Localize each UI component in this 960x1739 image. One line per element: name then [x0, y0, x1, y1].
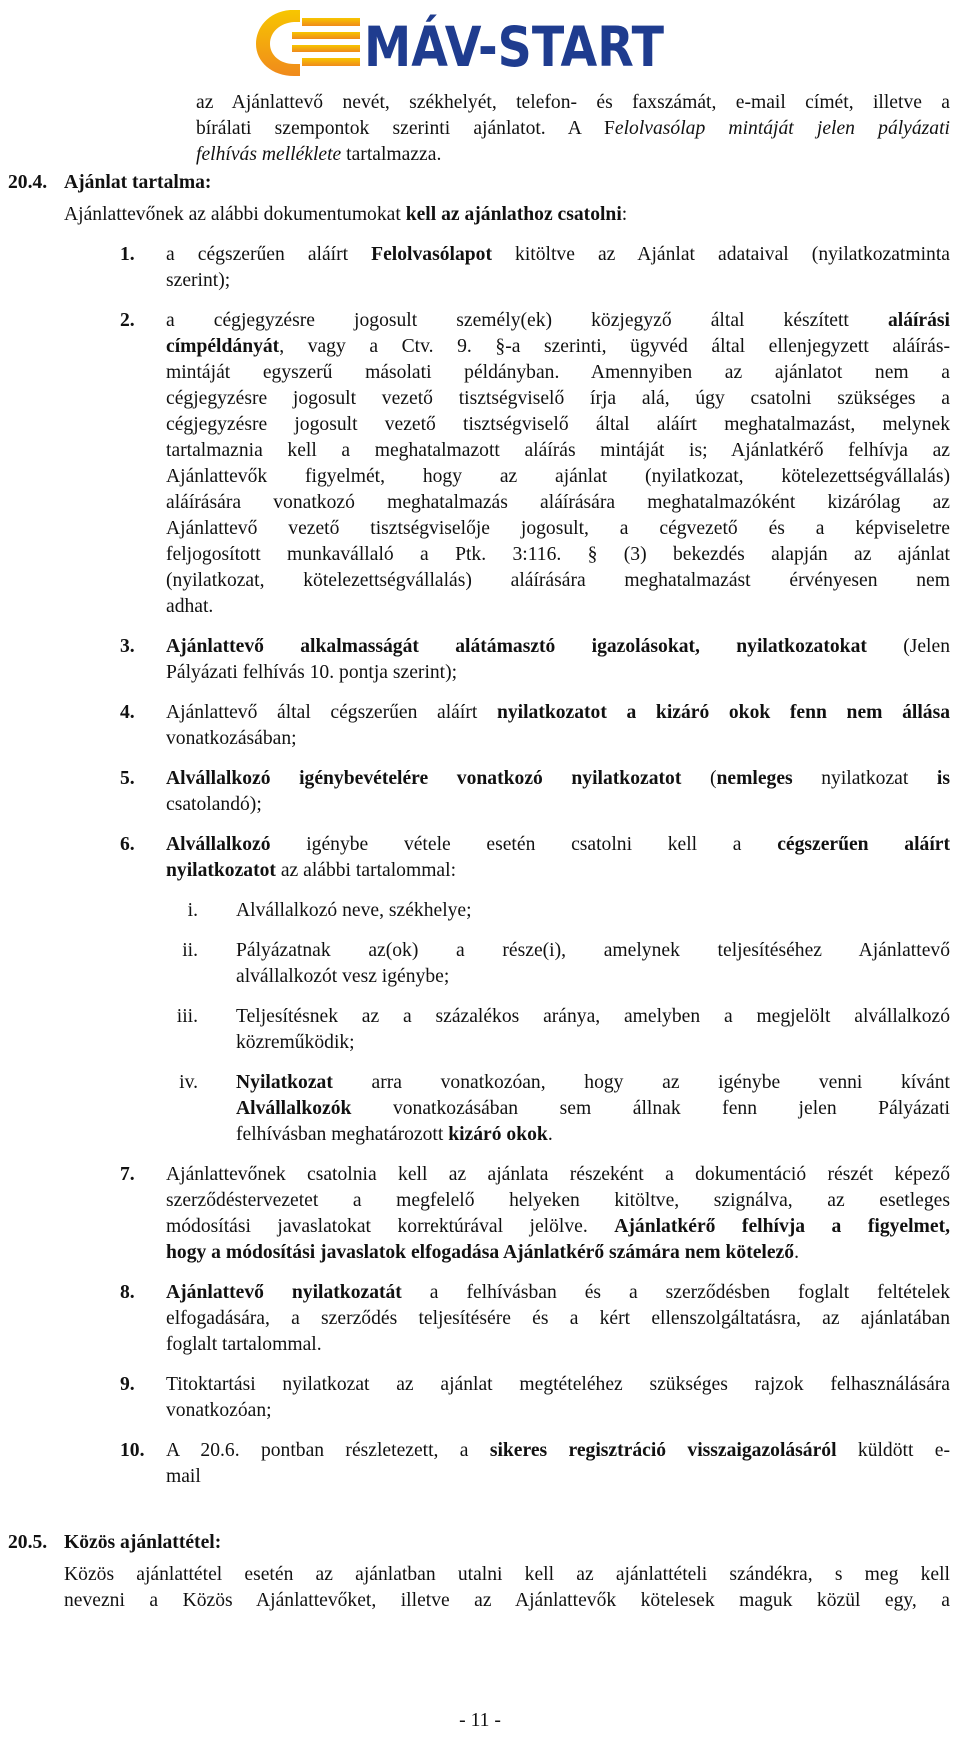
list-item: csatolandó); — [166, 794, 262, 815]
item-number: 7. — [120, 1164, 135, 1185]
sub-list-item: közreműködik; — [236, 1032, 355, 1053]
list-item: Ajánlattevő által cégszerűen aláírt nyilatkozatot a kizáró okok fenn nem állása — [166, 702, 951, 723]
section-paragraph: Közös ajánlattétel esetén az ajánlatban utalni kell az ajánlattételi szándékra, s meg kell — [64, 1564, 950, 1585]
sub-list-item: Nyilatkozat arra vonatkozóan, hogy az igénybe venni kívánt — [236, 1072, 950, 1093]
list-item: adhat. — [166, 596, 214, 617]
list-item: Ajánlattevő alkalmasságát alátámasztó igazolásokat, nyilatkozatokat (Jelen — [166, 636, 950, 657]
item-number: 4. — [120, 702, 135, 723]
list-item: Titoktartási nyilatkozat az ajánlat megtételéhez szükséges rajzok felhasználására — [166, 1374, 950, 1395]
sub-list-item: felhívásban meghatározott kizáró okok. — [236, 1124, 553, 1145]
list-item: a cégjegyzésre jogosult személy(ek) közjegyző által készített aláírási — [166, 310, 950, 331]
list-item: foglalt tartalommal. — [166, 1334, 322, 1355]
list-item: szerint); — [166, 270, 231, 291]
list-item: a cégszerűen aláírt Felolvasólapot kitöltve az Ajánlat adataival (nyilatkozatminta — [166, 244, 950, 265]
list-item: tartalmaznia kell a meghatalmazott aláírás mintáját is; Ajánlatkérő felhívja az — [166, 440, 950, 461]
list-item: nyilatkozatot az alábbi tartalommal: — [166, 860, 457, 881]
list-item: vonatkozásában; — [166, 728, 297, 749]
list-item: Pályázati felhívás 10. pontja szerint); — [166, 662, 458, 683]
subitem-number: iv. — [179, 1072, 198, 1093]
intro-line: felhívás melléklete tartalmazza. — [196, 144, 442, 165]
list-item: Ajánlattevők figyelmét, hogy az ajánlat (nyilatkozat, kötelezettségvállalás) — [166, 466, 950, 487]
mav-start-logo — [252, 4, 672, 80]
sub-list-item: Alvállalkozó neve, székhelye; — [236, 900, 472, 921]
list-item: (nyilatkozat, kötelezettségvállalás) aláírására meghatalmazást érvényesen nem — [166, 570, 950, 591]
list-item: cégjegyzésre jogosult vezető tisztségviselő írja alá, úgy csatolni szükséges a — [166, 388, 950, 409]
sub-list-item: Teljesítésnek az a százalékos aránya, amelyben a megjelölt alvállalkozó — [236, 1006, 950, 1027]
section-number: 20.4. — [8, 172, 48, 193]
subitem-number: i. — [187, 900, 198, 921]
intro-line: az Ajánlattevő nevét, székhelyét, telefon- és faxszámát, e-mail címét, illetve a — [196, 92, 950, 113]
list-item: módosítási javaslatokat korrektúrával jelölve. Ajánlatkérő felhívja a figyelmet, — [166, 1216, 950, 1237]
section-title: Közös ajánlattétel: — [64, 1532, 222, 1553]
item-number: 10. — [120, 1440, 145, 1461]
list-item: Ajánlattevő nyilatkozatát a felhívásban és a szerződésben foglalt feltételek — [166, 1282, 950, 1303]
svg-text:MÁV-START: MÁV-START — [364, 15, 665, 79]
sub-list-item: Alvállalkozók vonatkozásában sem állnak fenn jelen Pályázati — [236, 1098, 950, 1119]
section-title: Ajánlat tartalma: — [64, 172, 212, 193]
list-item: feljogosított munkavállaló a Ptk. 3:116. § (3) bekezdés alapján az ajánlat — [166, 544, 950, 565]
list-item: vonatkozóan; — [166, 1400, 272, 1421]
list-item: Alvállalkozó igénybevételére vonatkozó nyilatkozatot (nemleges nyilatkozat is — [166, 768, 950, 789]
list-item: szerződéstervezetet a megfelelő helyeken kitöltve, szignálva, az esetleges — [166, 1190, 950, 1211]
item-number: 2. — [120, 310, 135, 331]
section-paragraph: nevezni a Közös Ajánlattevőket, illetve az Ajánlattevők kötelesek maguk közül egy, a — [64, 1590, 950, 1611]
section-number: 20.5. — [8, 1532, 48, 1553]
section-lead: Ajánlattevőnek az alábbi dokumentumokat kell az ajánlathoz csatolni: — [64, 204, 628, 225]
sub-list-item: Pályázatnak az(ok) a része(i), amelynek teljesítéséhez Ajánlattevő — [236, 940, 950, 961]
list-item: Ajánlattevő vezető tisztségviselője jogosult, a cégvezető és a képviseletre — [166, 518, 950, 539]
intro-line: bírálati szempontok szerinti ajánlatot. A Felolvasólap mintáját jelen pályázati — [196, 118, 950, 139]
list-item: címpéldányát, vagy a Ctv. 9. §-a szerinti, ügyvéd által ellenjegyzett aláírás- — [166, 336, 950, 357]
list-item: cégjegyzésre jogosult vezető tisztségviselő által aláírt meghatalmazást, melynek — [166, 414, 950, 435]
item-number: 9. — [120, 1374, 135, 1395]
list-item: aláírására vonatkozó meghatalmazás aláírására meghatalmazóként kizárólag az — [166, 492, 950, 513]
list-item: mintáját egyszerű másolati példányban. Amennyiben az ajánlatot nem a — [166, 362, 950, 383]
page-number: - 11 - — [459, 1710, 501, 1731]
sub-list-item: alvállalkozót vesz igénybe; — [236, 966, 450, 987]
item-number: 5. — [120, 768, 135, 789]
list-item: Alvállalkozó igénybe vétele esetén csatolni kell a cégszerűen aláírt — [166, 834, 950, 855]
list-item: Ajánlattevőnek csatolnia kell az ajánlata részeként a dokumentáció részét képező — [166, 1164, 950, 1185]
item-number: 6. — [120, 834, 135, 855]
item-number: 3. — [120, 636, 135, 657]
subitem-number: ii. — [182, 940, 198, 961]
subitem-number: iii. — [176, 1006, 198, 1027]
list-item: mail — [166, 1466, 201, 1487]
list-item: elfogadására, a szerződés teljesítésére és a kért ellenszolgáltatásra, az ajánlatában — [166, 1308, 950, 1329]
item-number: 8. — [120, 1282, 135, 1303]
list-item: A 20.6. pontban részletezett, a sikeres regisztráció visszaigazolásáról küldött e- — [166, 1440, 950, 1461]
list-item: hogy a módosítási javaslatok elfogadása Ajánlatkérő számára nem kötelező. — [166, 1242, 799, 1263]
item-number: 1. — [120, 244, 135, 265]
